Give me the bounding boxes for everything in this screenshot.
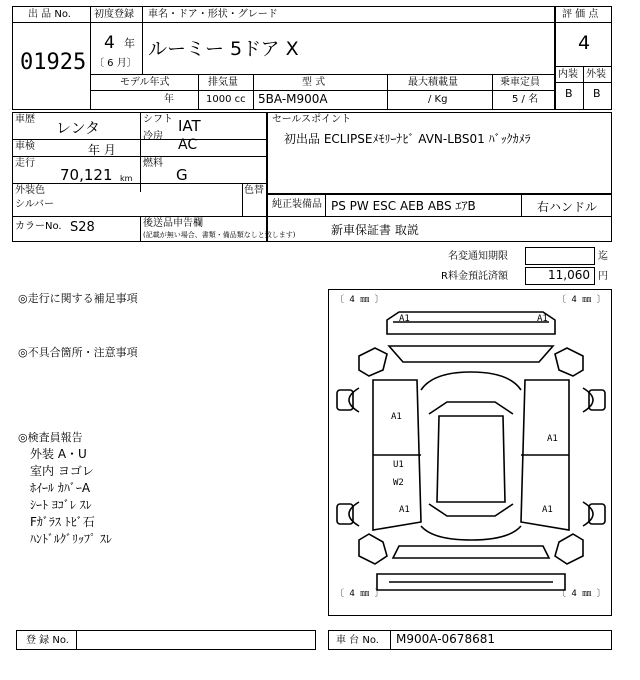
name-change-box	[525, 247, 595, 265]
sales-point-label: セールスポイント	[272, 114, 352, 125]
report-line: 外装 A・U	[30, 447, 87, 461]
mark-front-right: A1	[537, 314, 548, 324]
shift: IAT	[178, 117, 201, 135]
model-year-unit: 年	[164, 94, 174, 105]
tire-depth-front-right: 〔 4 ㎜ 〕	[557, 295, 606, 305]
type-label: 型 式	[302, 77, 326, 88]
reg-no-label: 登 録 No.	[26, 635, 69, 646]
equipment: PS PW ESC AEB ABS ｴｱB	[331, 199, 476, 213]
report-line: ﾎｲｰﾙ ｶﾊﾞｰA	[30, 481, 91, 495]
history: レンタ	[56, 119, 101, 137]
mark-left-front-door: A1	[391, 412, 402, 422]
first-reg-year: 4	[104, 33, 115, 53]
recycle-amount: 11,060	[548, 268, 590, 282]
name-change-unit: 迄	[598, 251, 608, 262]
report-line: ｼｰﾄ ﾖｺﾞﾚ ｽﾚ	[30, 498, 92, 512]
inspection-label: 車検	[15, 141, 35, 152]
grade-label: 評 価 点	[562, 9, 599, 20]
car-name: ルーミー 5ドア X	[148, 38, 299, 60]
exterior-color-label: 外装色	[15, 185, 45, 196]
shift-label: シフト	[143, 114, 173, 125]
mark-roof-u: U1	[393, 460, 404, 470]
report-line: ﾊﾝﾄﾞﾙｸﾞﾘｯﾌﾟ ｽﾚ	[30, 532, 112, 546]
car-outline	[329, 290, 613, 617]
car-diagram	[328, 289, 612, 616]
warranty: 新車保証書 取説	[331, 223, 419, 237]
report-line: 室内 ヨゴレ	[30, 464, 94, 478]
docs-note: (記載が無い場合、書類・備品類なしと致します)	[143, 231, 296, 239]
first-reg-label: 初度登録	[94, 9, 134, 20]
inspector-report-list	[30, 446, 112, 548]
exterior-label: 外装	[586, 69, 606, 80]
exterior-grade: B	[593, 87, 601, 100]
color-no: S28	[70, 220, 95, 235]
tire-depth-front-left: 〔 4 ㎜ 〕	[335, 295, 384, 305]
capacity: 5 / 名	[512, 94, 539, 105]
max-load: / Kg	[428, 94, 448, 105]
mark-right-front-door: A1	[547, 434, 558, 444]
lot-no: 01925	[20, 50, 87, 75]
docs-label: 後送品申告欄	[143, 218, 203, 229]
ac-label: 冷房	[143, 131, 163, 142]
first-reg-month: 〔 6 月〕	[94, 58, 137, 69]
fuel: G	[176, 166, 188, 184]
mark-left-rear-door: A1	[399, 505, 410, 515]
mark-right-rear: A1	[542, 505, 553, 515]
exterior-color: シルバー	[15, 199, 55, 210]
defects-notes-label: ◎不具合箇所・注意事項	[18, 346, 138, 359]
color-change-label: 色替	[244, 185, 264, 196]
equipment-label: 純正装備品	[272, 199, 322, 210]
capacity-label: 乗車定員	[500, 77, 540, 88]
model-year-label: モデル年式	[120, 77, 170, 88]
ac: AC	[178, 137, 198, 153]
steering: 右ハンドル	[537, 200, 598, 214]
lot-no-label: 出 品 No.	[28, 9, 71, 20]
car-name-label: 車名・ドア・形状・グレード	[148, 9, 278, 20]
driving-notes-label: ◎走行に関する補足事項	[18, 292, 138, 305]
type-value: 5BA-M900A	[258, 92, 328, 106]
max-load-label: 最大積載量	[408, 77, 458, 88]
recycle-unit: 円	[598, 271, 608, 282]
name-change-label: 名変通知期限	[448, 251, 508, 262]
report-line: Fｶﾞﾗｽ ﾄﾋﾞ石	[30, 515, 95, 529]
color-no-label: カラーNo.	[15, 221, 62, 232]
overall-grade: 4	[578, 32, 591, 54]
chassis-no: M900A-0678681	[396, 632, 495, 646]
mileage: 70,121	[60, 166, 113, 184]
recycle-label: R料金預託済額	[441, 271, 508, 282]
history-label: 車歴	[15, 114, 35, 125]
interior-grade: B	[565, 87, 573, 100]
fuel-label: 燃料	[143, 158, 163, 169]
chassis-label: 車 台 No.	[336, 635, 379, 646]
interior-label: 内装	[558, 69, 578, 80]
mileage-unit: km	[120, 174, 133, 183]
tire-depth-rear-left: 〔 4 ㎜ 〕	[335, 589, 384, 599]
displacement-label: 排気量	[208, 77, 238, 88]
inspector-report-label: ◎検査員報告	[18, 431, 83, 444]
inspection: 年 月	[88, 143, 116, 157]
sales-point: 初出品 ECLIPSEﾒﾓﾘｰﾅﾋﾞ AVN-LBS01 ﾊﾞｯｸｶﾒﾗ	[284, 132, 531, 146]
displacement: 1000 cc	[206, 94, 246, 105]
tire-depth-rear-right: 〔 4 ㎜ 〕	[557, 589, 606, 599]
mark-roof-w: W2	[393, 478, 404, 488]
mileage-label: 走行	[15, 158, 35, 169]
year-unit: 年	[124, 37, 135, 50]
mark-front-left: A1	[399, 314, 410, 324]
